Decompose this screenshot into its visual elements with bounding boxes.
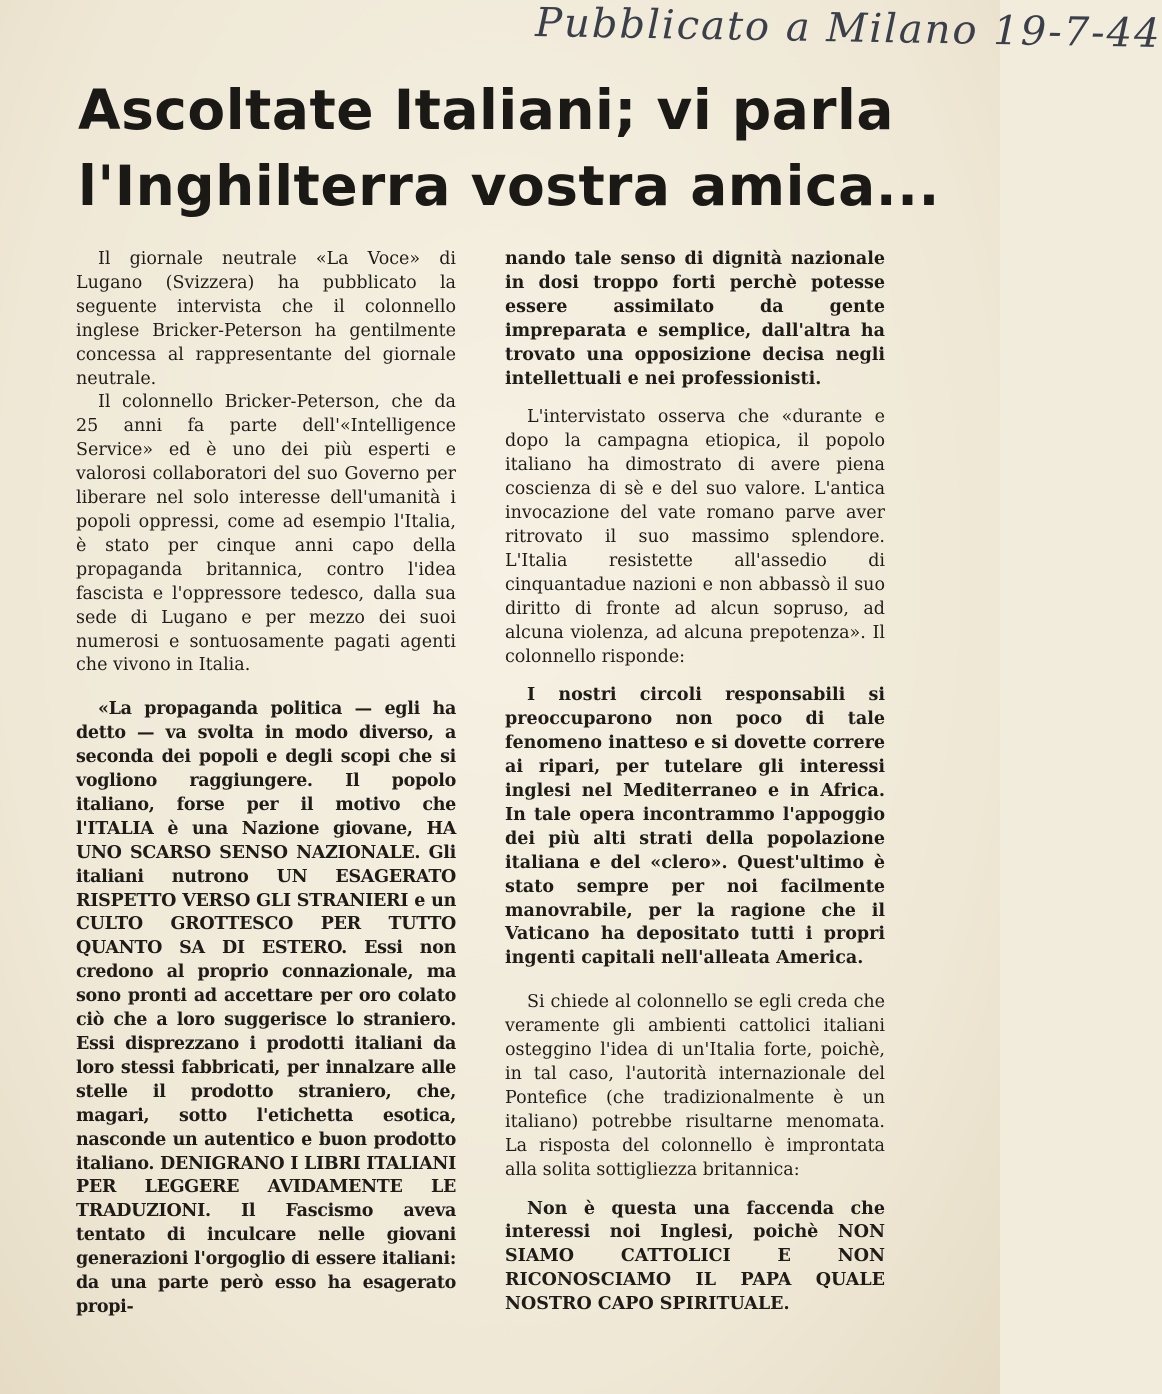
right-paragraph-2: L'intervistato osserva che «durante e dopo la campagna etiopica, il popolo italiano ha dimostrato di avere piena coscienza di sè e del suo valore. L'antica invocazione del vate romano parve aver ritrovato il suo massimo splendore. L'Italia resistette all'assedio di cinquantadue nazioni e non abbassò il suo diritto di fronte ad alcun sopruso, ad alcuna violenza, ad alcuna prepotenza». Il colonnello risponde: [505,407,885,667]
headline-line-2: l'Inghilterra vostra amica... [78,154,940,218]
headline-line-1: Ascoltate Italiani; vi parla [78,78,894,142]
right-paragraph-3: I nostri circoli responsabili si preoccuparono non poco di tale fenomeno inatteso e si dovette correre ai ripari, per tutelare gli interessi inglesi nel Mediterraneo e in Africa. In tale opera incontrammo l'appoggio dei più alti strati della popolazione italiana e del «clero». Quest'ultimo è stato sempre per noi facilmente manovrabile, per la ragione che il Vaticano ha depositato tutti i propri ingenti capitali nell'alleata America. [505,685,885,969]
left-paragraph-1: Il giornale neutrale «La Voce» di Lugano (Svizzera) ha pubblicato la seguente intervista che il colonnello inglese Bricker-Peterson ha gentilmente concessa al rappresentante del giornale neutrale. [76,249,456,389]
left-paragraph-2: Il colonnello Bricker-Peterson, che da 25 anni fa parte dell'«Intelligence Service» ed è uno dei più esperti e valorosi collaboratori del suo Governo per liberare nel solo interesse dell'umanità i popoli oppressi, come ad esempio l'Italia, è stato per cinque anni capo della propaganda britannica, contro l'idea fascista e l'oppressore tedesco, dalla sua sede di Lugano e per mezzo dei suoi numerosi e sontuosamente pagati agenti che vivono in Italia. [76,392,456,676]
right-paragraph-1: nando tale senso di dignità nazionale in dosi troppo forti perchè potesse essere assimilato da gente impreparata e semplice, dall'altra ha trovato una opposizione decisa negli intellettuali e nei professionisti. [505,249,885,389]
left-paragraph-3: «La propaganda politica — egli ha detto — va svolta in modo diverso, a seconda dei popoli e degli scopi che si vogliono raggiungere. Il popolo italiano, forse per il motivo che l'ITALIA è una Nazione giovane, HA UNO SCARSO SENSO NAZIONALE. Gli italiani nutrono UN ESAGERATO RISPETTO VERSO GLI STRANIERI e un CULTO GROTTESCO PER TUTTO QUANTO SA DI ESTERO. Essi non credono al proprio connazionale, ma sono pronti ad accettare per oro colato ciò che a loro suggerisce lo straniero. Essi disprezzano i prodotti italiani da loro stessi fabbricati, per innalzare alle stelle il prodotto straniero, che, magari, sotto l'etichetta esotica, nasconde un autentico e buon prodotto italiano. DENIGRANO I LIBRI ITALIANI PER LEGGERE AVIDAMENTE LE TRADUZIONI. Il Fascismo aveva tentato di inculcare nelle giovani generazioni l'orgoglio di essere italiani: da una parte però esso ha esagerato propi- [76,699,456,1317]
left-column [76,248,456,1320]
headline [78,72,940,224]
handwritten-note: Pubblicato a Milano 19-7-44 [534,0,1162,57]
right-paragraph-5: Non è questa una faccenda che interessi noi Inglesi, poichè NON SIAMO CATTOLICI E NON RICONOSCIAMO IL PAPA QUALE NOSTRO CAPO SPIRITUALE. [505,1198,885,1315]
right-column [505,248,885,1317]
right-paragraph-4: Si chiede al colonnello se egli creda che veramente gli ambienti cattolici italiani osteggino l'idea di un'Italia forte, poichè, in tal caso, l'autorità internazionale del Pontefice (che tradizionalmente è un italiano) potrebbe risultarne menomata. La risposta del colonnello è improntata alla solita sottigliezza britannica: [505,992,885,1180]
